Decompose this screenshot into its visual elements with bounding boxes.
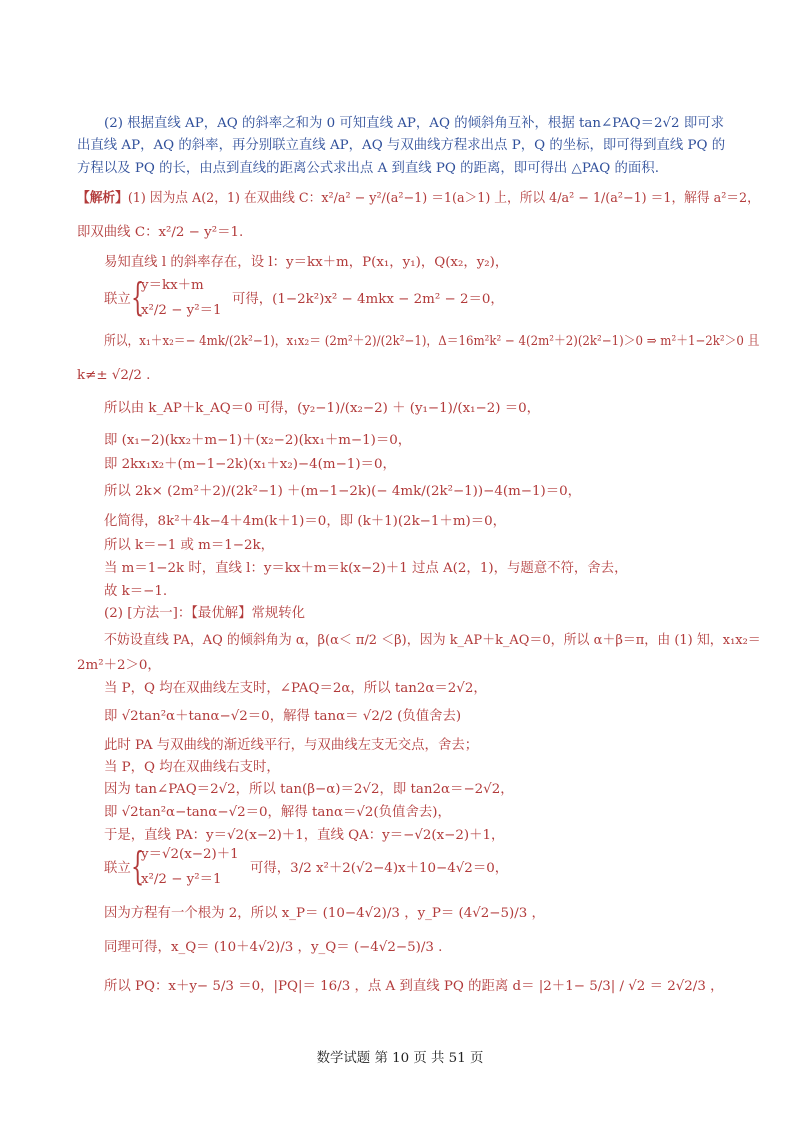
solution-line-expand-1: 即 (x₁−2)(kx₂＋m−1)＋(x₂−2)(kx₁＋m−1)＝0， bbox=[104, 433, 412, 448]
solution-line-angles: 不妨设直线 PA，AQ 的倾斜角为 α，β(α＜ π/2 ＜β)，因为 k_AP＋k_AQ＝0，所以 α＋β＝π，由 (1) 知，x₁x₂＝ bbox=[104, 633, 761, 648]
solution-line-tan-pq: 因为 tan∠PAQ＝2√2，所以 tan(β−α)＝2√2，即 tan2α＝−2√2， bbox=[104, 782, 514, 797]
analysis-line-1: (2) 根据直线 AP，AQ 的斜率之和为 0 可知直线 AP，AQ 的倾斜角互补，根据 tan∠PAQ＝2√2 即可求 bbox=[104, 116, 724, 131]
solution-line-tan-eq-2: 即 √2tan²α−tanα−√2＝0，解得 tanα＝√2(负值舍去)， bbox=[104, 805, 451, 820]
system1-brace: { bbox=[131, 275, 145, 319]
system1-eq2: x²/2 − y²＝1 bbox=[141, 303, 222, 318]
analysis-line-2: 出直线 AP，AQ 的斜率，再分别联立直线 AP，AQ 与双曲线方程求出点 P，Q 的坐标，即可得到直线 PQ 的 bbox=[77, 138, 726, 153]
solution-line-tan-eq-1: 即 √2tan²α＋tanα−√2＝0，解得 tanα＝ √2/2 (负值舍去) bbox=[104, 709, 462, 724]
solution-line-sum-product: 所以，x₁＋x₂＝− 4mk/(2k²−1)，x₁x₂＝ (2m²＋2)/(2k²−1)，Δ＝16m²k² − 4(2m²＋2)(2k²−1)＞0 ⇒ m²＋1−2k²＞0 且 bbox=[104, 334, 760, 349]
solution-line-slope-sum: 所以由 k_AP＋k_AQ＝0 可得，(y₂−1)/(x₂−2) ＋ (y₁−1)/(x₁−2) ＝0， bbox=[104, 401, 541, 416]
analysis-line-3: 方程以及 PQ 的长，由点到直线的距离公式求出点 A 到直线 PQ 的距离，即可得出 △PAQ 的面积. bbox=[77, 161, 659, 176]
solution-line-root-q: 同理可得，x_Q＝ (10＋4√2)/3 ，y_Q＝ (−4√2−5)/3 . bbox=[104, 940, 443, 955]
solution-text-1: (1) 因为点 A(2，1) 在双曲线 C：x²/a² − y²/(a²−1) ＝1(a＞1) 上，所以 4/a² − 1/(a²−1) ＝1，解得 a²＝2， bbox=[127, 191, 760, 206]
solution-line-reject: 当 m＝1−2k 时，直线 l：y＝kx＋m＝k(x−2)＋1 过点 A(2，1)，与题意不符，舍去， bbox=[104, 561, 628, 576]
page-footer: 数学试题 第 10 页 共 51 页 bbox=[316, 1051, 484, 1066]
solution-line-3: 易知直线 l 的斜率存在，设 l：y＝kx＋m，P(x₁，y₁)，Q(x₂，y₂)， bbox=[104, 255, 509, 270]
system2-eq1: y＝√2(x−2)＋1 bbox=[141, 847, 239, 862]
solution-line-cases: 所以 k＝−1 或 m＝1−2k， bbox=[104, 538, 275, 553]
system2-label: 联立 bbox=[104, 861, 131, 876]
solution-line-right-branch: 当 P，Q 均在双曲线右支时， bbox=[104, 760, 280, 775]
solution-line-part2-method: (2) [方法一]：【最优解】常规转化 bbox=[104, 606, 306, 621]
system2-result: 可得，3/2 x²＋2(√2−4)x＋10−4√2＝0， bbox=[250, 861, 509, 876]
solution-line-1 bbox=[77, 189, 760, 208]
system1-eq1: y＝kx＋m bbox=[141, 278, 204, 293]
system2-eq2: x²/2 − y²＝1 bbox=[141, 872, 222, 887]
solution-line-k-condition: k≠± √2/2 . bbox=[77, 368, 151, 383]
solution-line-asymptote: 此时 PA 与双曲线的渐近线平行，与双曲线左支无交点，舍去； bbox=[104, 738, 479, 753]
system1-label: 联立 bbox=[104, 292, 131, 307]
solution-line-substitute: 所以 2k× (2m²＋2)/(2k²−1) ＋(m−1−2k)(− 4mk/(2k²−1))−4(m−1)＝0， bbox=[104, 484, 582, 499]
solution-line-pq-distance: 所以 PQ：x＋y− 5/3 ＝0，|PQ|＝ 16/3 ，点 A 到直线 PQ 的距离 d＝ |2＋1− 5/3| / √2 ＝ 2√2/3 ， bbox=[104, 979, 724, 994]
solution-line-2: 即双曲线 C：x²/2 − y²＝1. bbox=[77, 225, 244, 240]
solution-line-lines-pa-qa: 于是，直线 PA：y＝√2(x−2)＋1，直线 QA：y＝−√2(x−2)＋1， bbox=[104, 828, 505, 843]
system2-brace: { bbox=[131, 844, 145, 888]
solution-line-k-result: 故 k＝−1. bbox=[104, 584, 168, 599]
solution-tag: 【解析】 bbox=[77, 190, 128, 206]
solution-line-product-positive: 2m²＋2＞0， bbox=[77, 658, 161, 673]
system1-result: 可得，(1−2k²)x² − 4mkx − 2m² − 2＝0， bbox=[232, 292, 504, 307]
solution-line-expand-2: 即 2kx₁x₂＋(m−1−2k)(x₁＋x₂)−4(m−1)＝0， bbox=[104, 457, 396, 472]
solution-line-simplify: 化简得，8k²＋4k−4＋4m(k＋1)＝0，即 (k＋1)(2k−1＋m)＝0， bbox=[104, 514, 507, 529]
solution-line-root-p: 因为方程有一个根为 2，所以 x_P＝ (10−4√2)/3 ，y_P＝ (4√2−5)/3 ， bbox=[104, 906, 545, 921]
solution-line-left-branch: 当 P，Q 均在双曲线左支时，∠PAQ＝2α，所以 tan2α＝2√2， bbox=[104, 681, 487, 696]
